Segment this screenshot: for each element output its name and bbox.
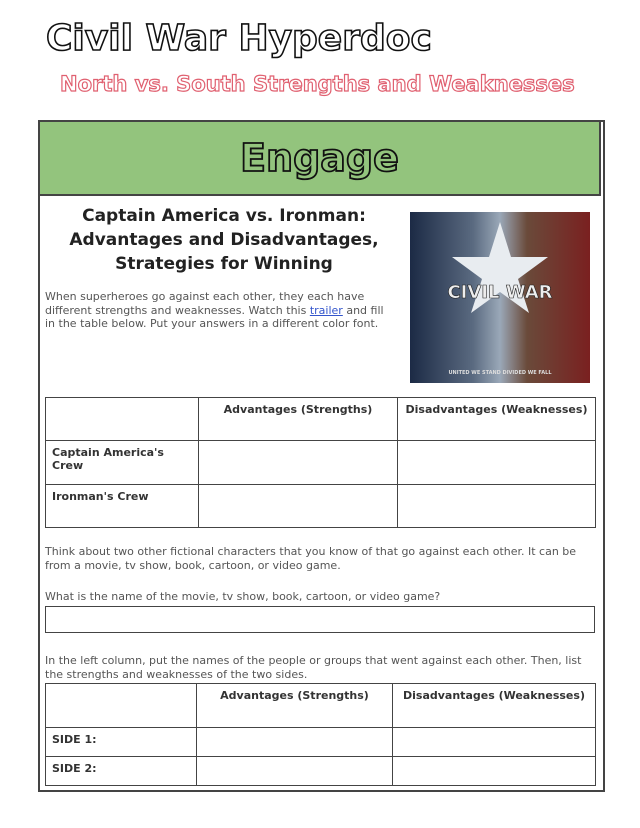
trailer-link[interactable]: trailer bbox=[309, 303, 343, 317]
corner-cell bbox=[46, 398, 199, 441]
row-label: Ironman's Crew bbox=[46, 485, 199, 528]
answer-cell[interactable] bbox=[197, 757, 393, 786]
header-advantages: Advantages (Strengths) bbox=[199, 398, 398, 441]
answer-cell[interactable] bbox=[398, 441, 596, 485]
answer-cell[interactable] bbox=[398, 485, 596, 528]
prompt-text-2: In the left column, put the names of the people or groups that went against each other. Then, list the strengths and weaknesses of the two sides. bbox=[45, 654, 582, 681]
title-answer-field[interactable] bbox=[45, 606, 595, 633]
intro-text: When superheroes go against each other, they each have different strengths and weaknesses. Watch this bbox=[45, 290, 365, 317]
star-graphic bbox=[450, 222, 550, 322]
activity-intro bbox=[45, 290, 385, 331]
document-subtitle: North vs. South Strengths and Weaknesses bbox=[60, 72, 575, 96]
intro-text-2: and fill in the table below. Put your answers in a different color font. bbox=[45, 303, 384, 330]
prompt-text: Think about two other fictional characters that you know of that go against each other. It can be from a movie, tv show, book, cartoon, or video game. bbox=[45, 545, 577, 572]
row-label: SIDE 2: bbox=[46, 757, 197, 786]
activity-heading: Captain America vs. Ironman: Advantages and Disadvantages, Strategies for Winning bbox=[69, 206, 379, 274]
answer-cell[interactable] bbox=[197, 728, 393, 757]
answer-cell[interactable] bbox=[199, 485, 398, 528]
captain-ironman-table bbox=[45, 397, 596, 528]
section-header bbox=[38, 120, 601, 196]
question-text: What is the name of the movie, tv show, book, cartoon, or video game? bbox=[45, 590, 441, 603]
row-label: Captain America's Crew bbox=[46, 441, 199, 485]
civil-war-poster-image bbox=[410, 212, 590, 383]
poster-tagline: UNITED WE STAND DIVIDED WE FALL bbox=[448, 370, 552, 376]
header-disadvantages: Disadvantages (Weaknesses) bbox=[393, 684, 596, 728]
answer-cell[interactable] bbox=[199, 441, 398, 485]
section-title: Engage bbox=[240, 136, 399, 180]
document-title: Civil War Hyperdoc bbox=[46, 18, 432, 59]
corner-cell bbox=[46, 684, 197, 728]
answer-cell[interactable] bbox=[393, 728, 596, 757]
row-label: SIDE 1: bbox=[46, 728, 197, 757]
poster-title: CIVIL WAR bbox=[447, 282, 553, 303]
header-disadvantages: Disadvantages (Weaknesses) bbox=[398, 398, 596, 441]
answer-cell[interactable] bbox=[393, 757, 596, 786]
header-advantages: Advantages (Strengths) bbox=[197, 684, 393, 728]
sides-table bbox=[45, 683, 596, 786]
